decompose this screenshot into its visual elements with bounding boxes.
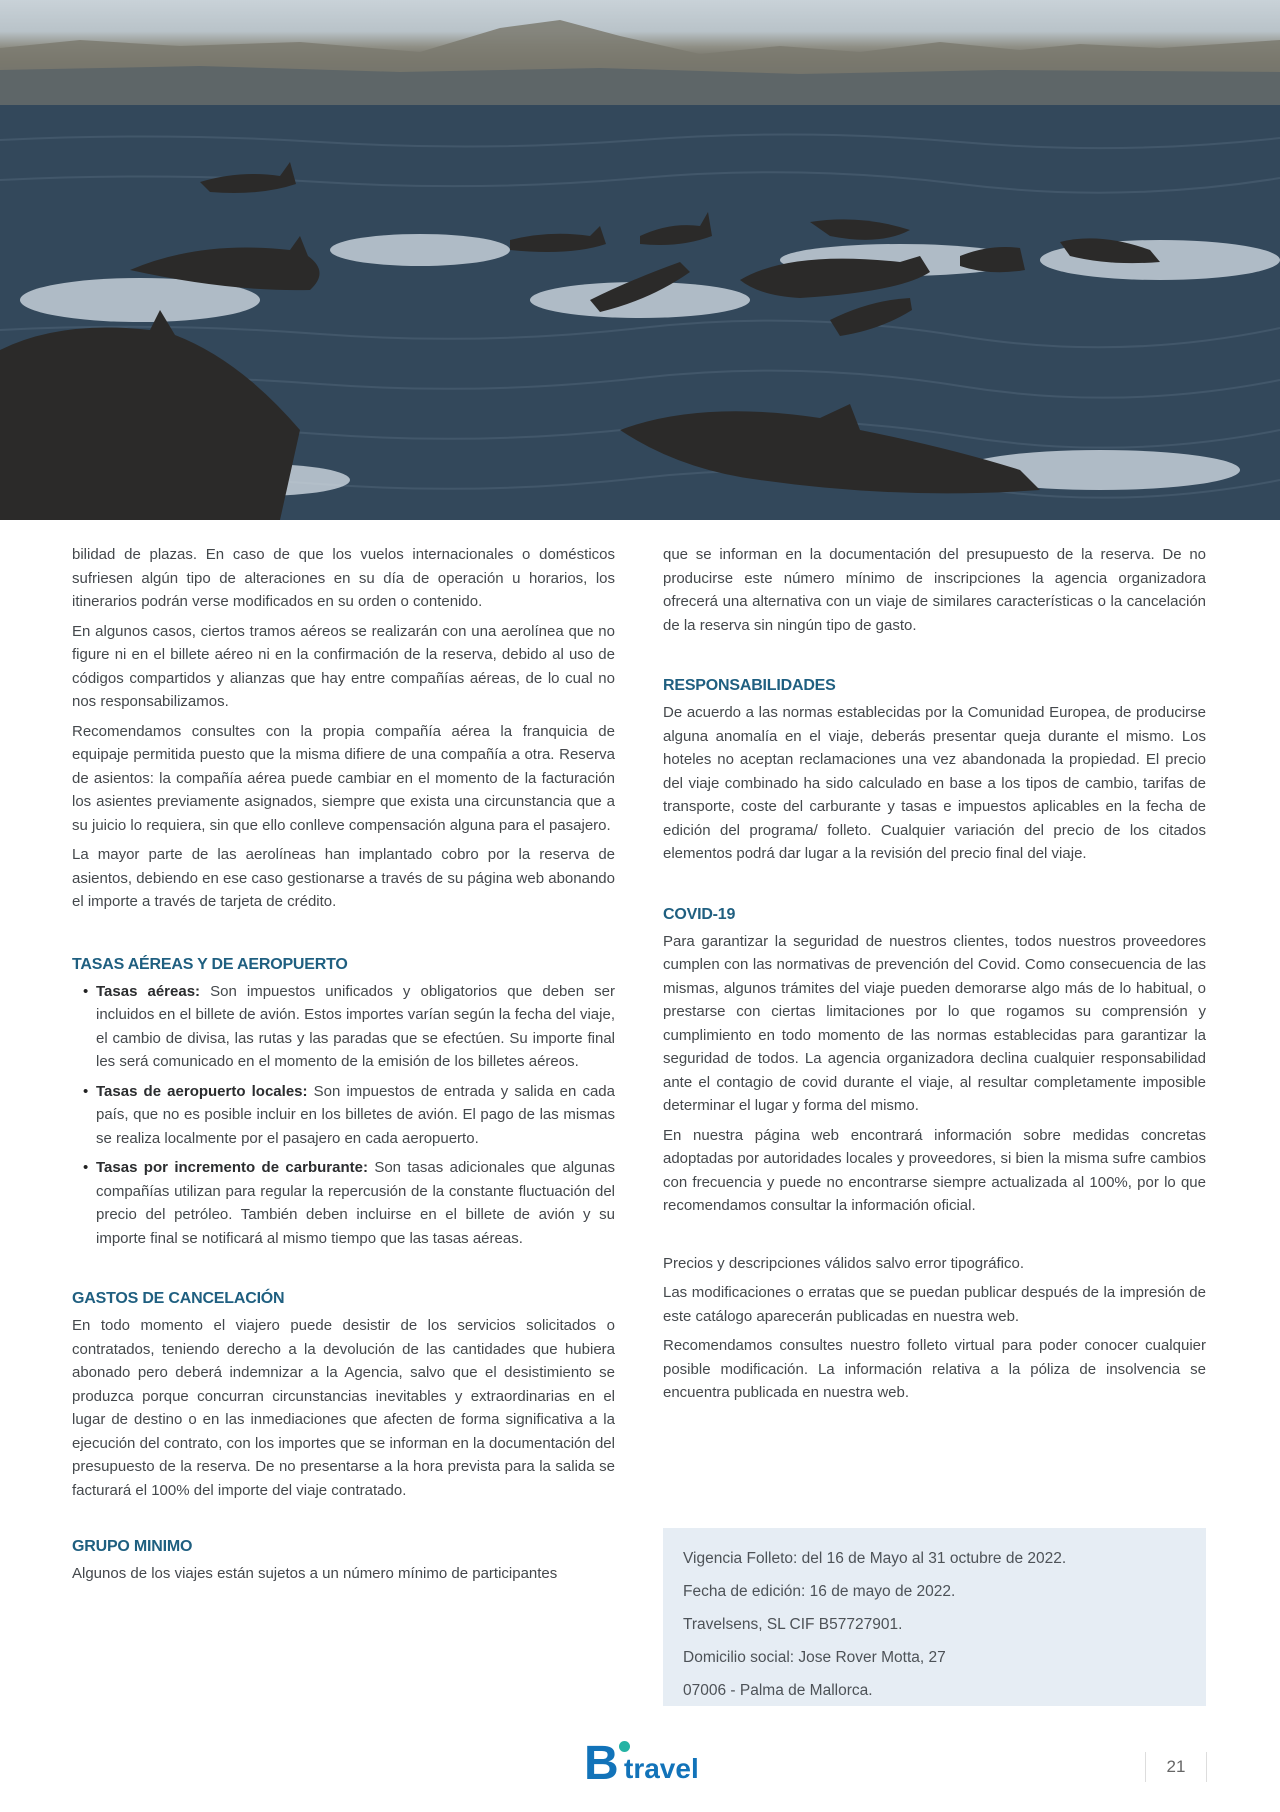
list-item-text: Son tasas adicionales que algunas compañías utilizan para regular la repercusión de la constante fluctuación del precio del petróleo. También deben incluirse en el billete de avión y su importe final se notificará al mismo tiempo que las tasas aéreas.: [96, 1159, 615, 1247]
list-item-term: Tasas aéreas:: [96, 982, 201, 1000]
section-title-tasas: TASAS AÉREAS Y DE AEROPUERTO: [72, 955, 348, 973]
list-item: [96, 1080, 615, 1151]
tasas-list: [72, 980, 615, 1251]
paragraph: Precios y descripciones válidos salvo error tipográfico.: [663, 1254, 1024, 1272]
section-title-grupo: GRUPO MINIMO: [72, 1538, 193, 1555]
list-item-text: Son impuestos de entrada y salida en cada país, que no es posible incluir en los billetes de avión. El pago de las mismas se realiza localmente por el pasajero en cada aeropuerto.: [96, 1082, 615, 1147]
paragraph: De acuerdo a las normas establecidas por la Comunidad Europea, de producirse alguna anomalía en el viaje, deberás presentar queja durante el mismo. Los hoteles no aceptan reclamaciones una vez abandonada la propiedad. El precio del viaje combinado ha sido calculado en base a los tipos de cambio, tarifas de transporte, coste del carburante y tasas e impuestos aplicables en la fecha de edición del programa/ folleto. Cualquier variación del precio de los citados elementos podrá dar lugar a la revisión del precio final del viaje.: [663, 704, 1206, 862]
dolphins-photo-icon: [0, 0, 1280, 520]
empresa-line: Travelsens, SL CIF B57727901.: [683, 1616, 903, 1633]
paragraph: Recomendamos consultes nuestro folleto virtual para poder conocer cualquier posible modificación. La información relativa a la póliza de insolvencia se encuentra publicada en nuestra web.: [663, 1337, 1206, 1401]
list-item-text: Son impuestos unificados y obligatorios que deben ser incluidos en el billete de avión. Estos importes varían según la fecha del viaje, el cambio de divisa, las rutas y las paradas que se efectúen. Su importe final les será comunicado en el momento de la emisión de los billetes aéreos.: [96, 982, 615, 1070]
logo-dot-icon: [619, 1741, 630, 1752]
paragraph: Algunos de los viajes están sujetos a un número mínimo de participantes: [72, 1565, 558, 1582]
paragraph: Las modificaciones o erratas que se puedan publicar después de la impresión de este catálogo aparecerán publicadas en nuestra web.: [663, 1284, 1206, 1325]
list-item-term: Tasas por incremento de carburante:: [96, 1159, 368, 1176]
section-title-responsabilidades: RESPONSABILIDADES: [663, 677, 836, 694]
right-column: [663, 543, 1206, 1411]
domicilio-line: Domicilio social: Jose Rover Motta, 27: [683, 1649, 946, 1666]
left-column: [72, 543, 615, 1592]
ciudad-line: 07006 - Palma de Mallorca.: [683, 1682, 873, 1699]
paragraph: En nuestra página web encontrará información sobre medidas concretas adoptadas por autoridades locales y proveedores, si bien la misma sufre cambios con frecuencia y puede no encontrarse siempre actualizada al 100%, por lo que recomendamos consultar la información oficial.: [663, 1126, 1206, 1214]
paragraph: Recomendamos consultes con la propia compañía aérea la franquicia de equipaje permitida puesto que la misma difiere de una compañía a otra. Reserva de asientos: la compañía aérea puede cambiar en el momento de la facturación los asientes previamente asignados, siempre que exista una circunstancia que a su juicio lo requiera, sin que ello conlleve compensación alguna para el pasajero.: [72, 722, 615, 834]
logo-letter: B: [584, 1737, 619, 1790]
paragraph: En todo momento el viajero puede desistir de los servicios solicitados o contratados, teniendo derecho a la devolución de las cantidades que hubiera abonado pero deberá indemnizar a la Agencia, salvo que el desistimiento se produzca porque concurran circunstancias inevitables y extraordinarias en el lugar de destino o en las inmediaciones que afecten de forma significativa a la ejecución del contrato, con los importes que se informan en la documentación del presupuesto de la reserva. De no presentarse a la hora prevista para la salida se facturará el 100% del importe del viaje contratado.: [72, 1317, 615, 1499]
vigencia-line: Vigencia Folleto: del 16 de Mayo al 31 octubre de 2022.: [683, 1550, 1067, 1567]
edicion-line: Fecha de edición: 16 de mayo de 2022.: [683, 1583, 956, 1600]
list-item: [96, 980, 615, 1074]
list-item-term: Tasas de aeropuerto locales:: [96, 1082, 308, 1100]
section-title-gastos: GASTOS DE CANCELACIÓN: [72, 1290, 285, 1307]
section-title-covid: COVID-19: [663, 905, 736, 923]
page-number: 21: [1145, 1752, 1207, 1782]
paragraph: bilidad de plazas. En caso de que los vuelos internacionales o domésticos sufriesen algún tipo de alteraciones en su día de operación u horarios, los itinerarios podrán verse modificados en su orden o contenido.: [72, 546, 615, 610]
paragraph: que se informan en la documentación del presupuesto de la reserva. De no producirse este número mínimo de inscripciones la agencia organizadora ofrecerá una alternativa con un viaje de similares características o la cancelación de la reserva sin ningún tipo de gasto.: [663, 546, 1206, 634]
paragraph: En algunos casos, ciertos tramos aéreos se realizarán con una aerolínea que no figure ni en el billete aéreo ni en la confirmación de la reserva, debido al uso de códigos compartidos y alianzas que hay entre compañías aéreas, de lo cual no nos responsabilizamos.: [72, 622, 615, 710]
btravel-logo: [584, 1738, 704, 1790]
paragraph: La mayor parte de las aerolíneas han implantado cobro por la reserva de asientos, debiendo en ese caso gestionarse a través de su página web abonando el importe a través de tarjeta de crédito.: [72, 846, 615, 910]
logo-word: travel: [624, 1753, 699, 1784]
paragraph: Para garantizar la seguridad de nuestros clientes, todos nuestros proveedores cumplen con las normativas de prevención del Covid. Como consecuencia de las mismas, algunos trámites del viaje pueden demorarse algo más de lo habitual, o prestarse con ciertas limitaciones por lo que rogamos su comprensión y cumplimiento en todo momento de las normas establecidas para garantizar la seguridad de todos. La agencia organizadora declina cualquier responsabilidad ante el contagio de covid durante el viaje, al resultar completamente imposible determinar el lugar y forma del mismo.: [663, 932, 1206, 1114]
list-item: [96, 1156, 615, 1250]
dolphins-photo: [0, 0, 1280, 520]
catalog-info-box: [663, 1528, 1206, 1706]
